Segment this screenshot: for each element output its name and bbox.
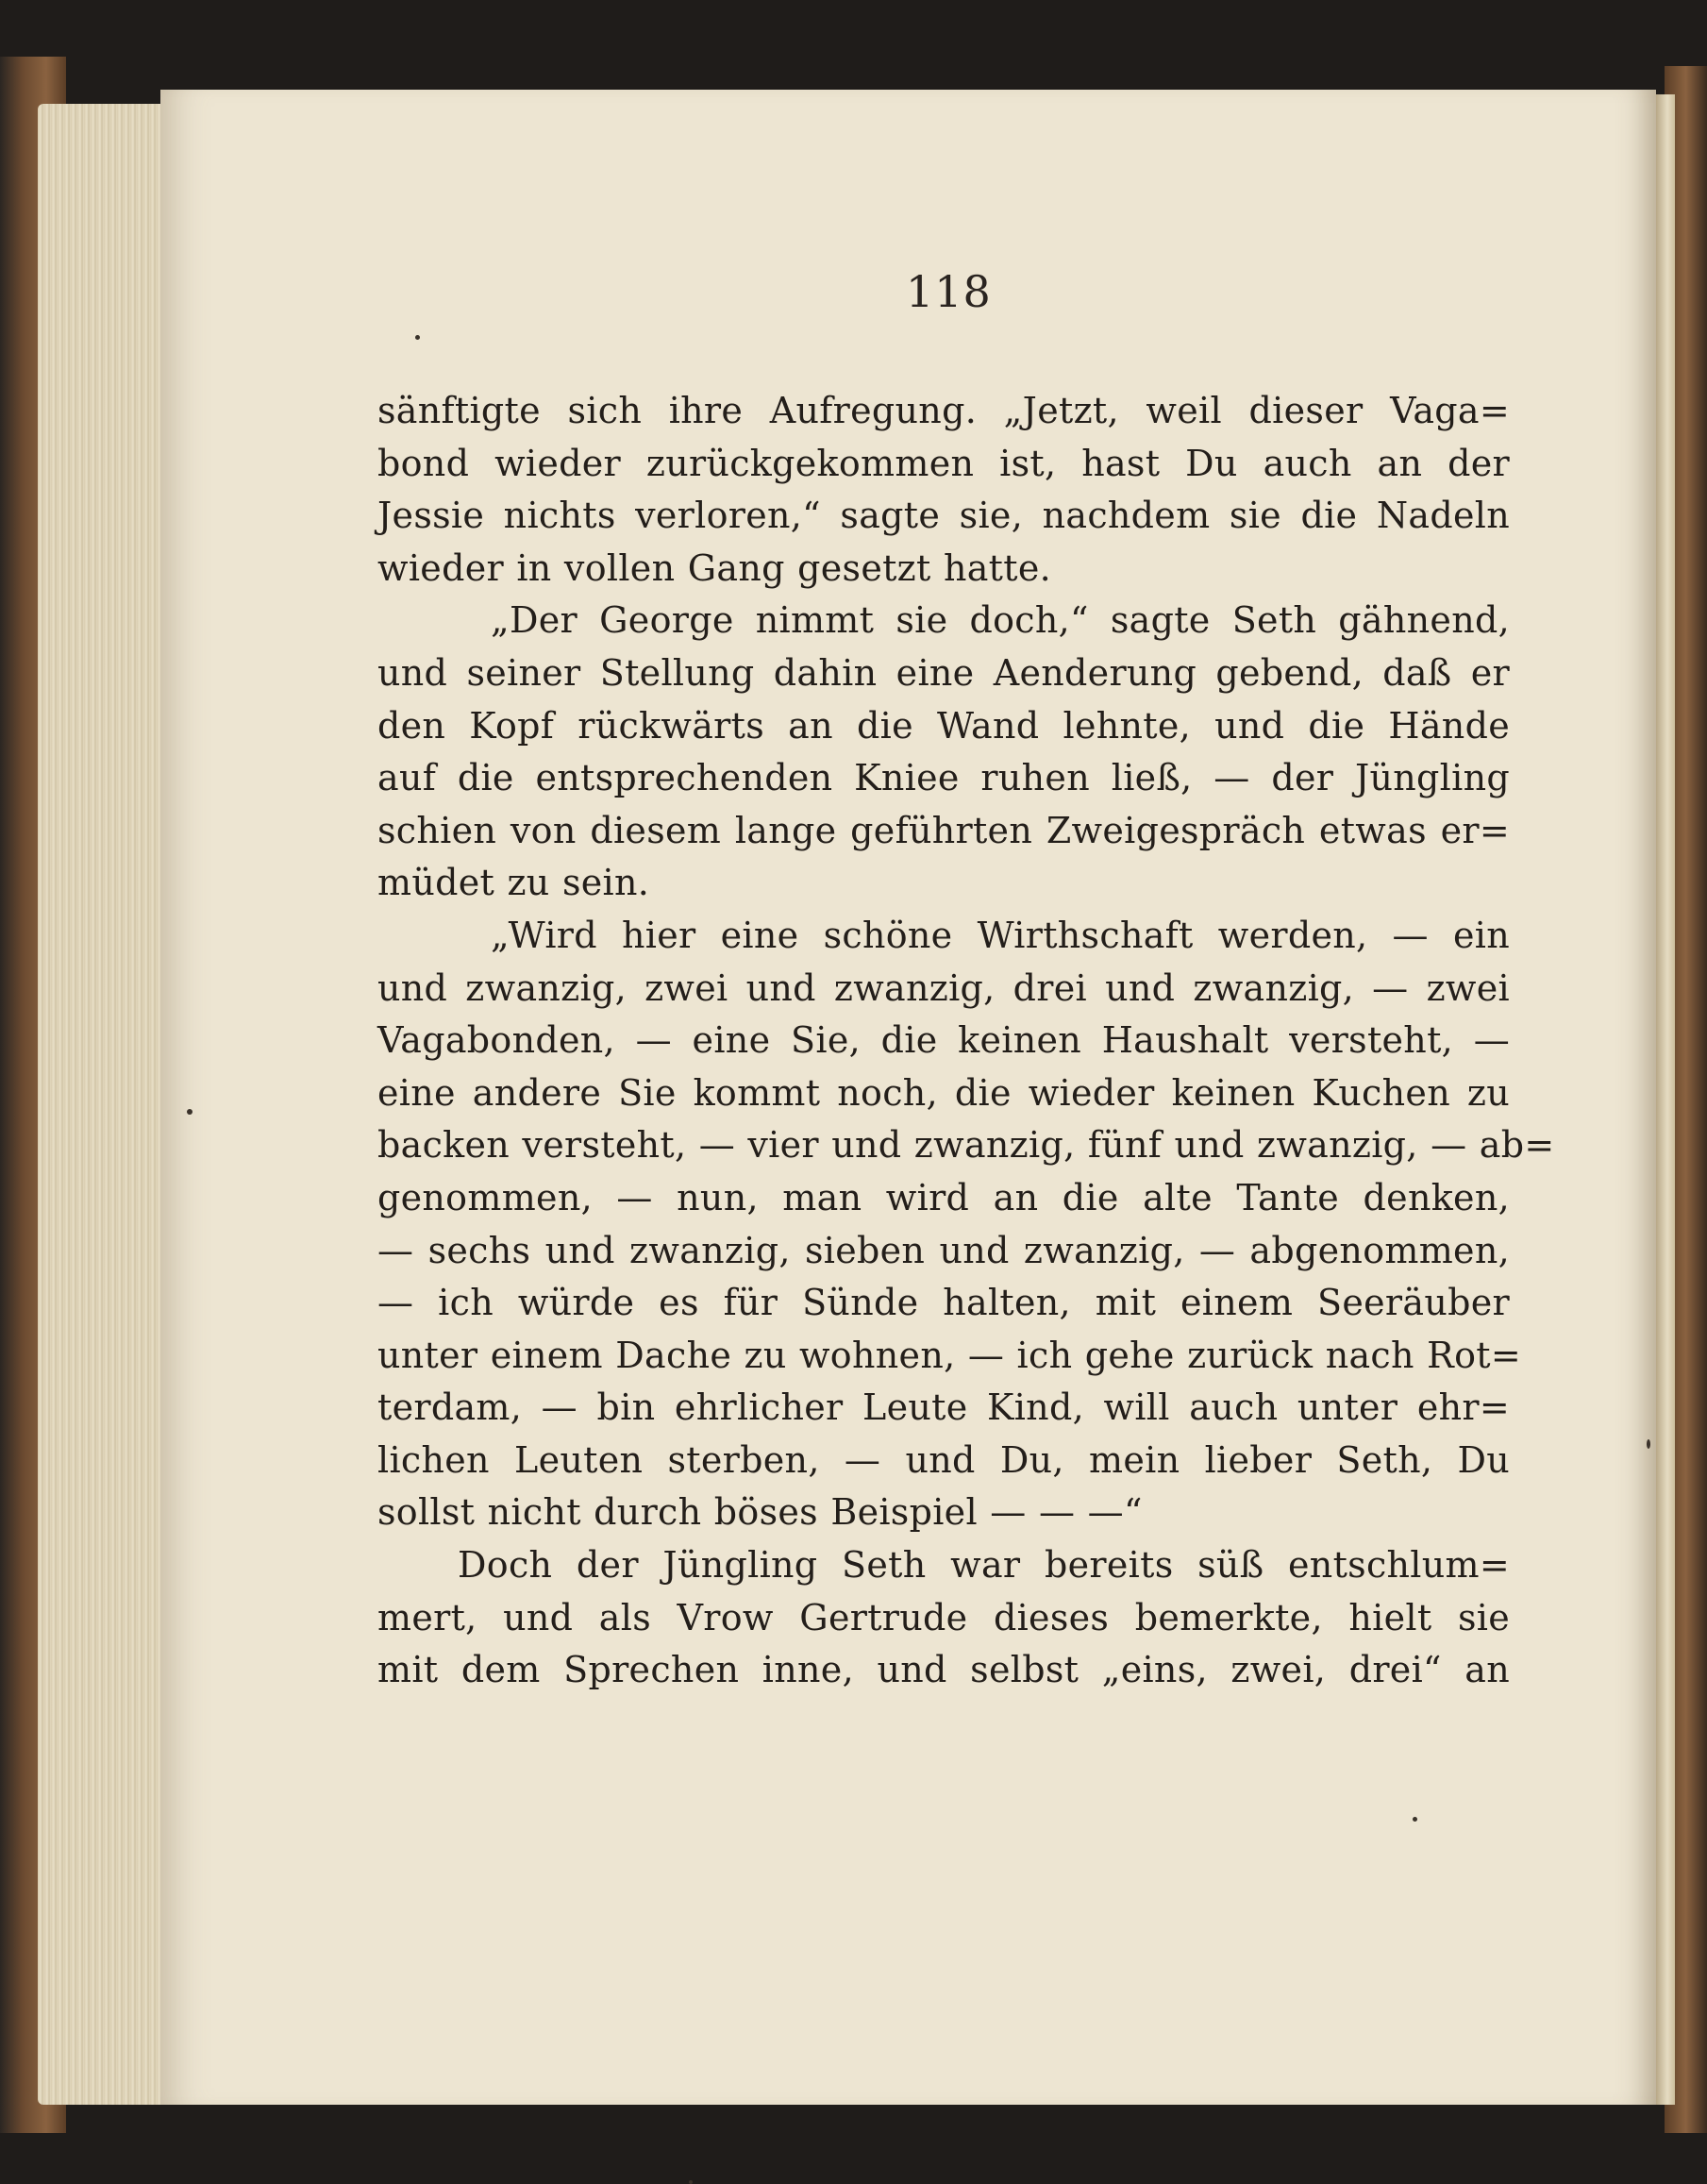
- paper-speck: [187, 1109, 192, 1115]
- page-number: 118: [906, 266, 992, 317]
- text-line: bond wieder zurückgekommen ist, hast Du auch an der: [377, 442, 1510, 484]
- text-line: und zwanzig, zwei und zwanzig, drei und zwanzig, — zwei: [377, 966, 1510, 1009]
- text-line: und seiner Stellung dahin eine Aenderung gebend, daß er: [377, 651, 1510, 694]
- text-line: — sechs und zwanzig, sieben und zwanzig, — abgenommen,: [377, 1229, 1510, 1271]
- paper-speck: [1647, 1439, 1650, 1449]
- facing-page-edge: [1656, 94, 1675, 2105]
- text-line: „Wird hier eine schöne Wirthschaft werden, — ein: [491, 914, 1510, 956]
- text-line: eine andere Sie kommt noch, die wieder keinen Kuchen zu: [377, 1071, 1510, 1114]
- text-line: backen versteht, — vier und zwanzig, fünf und zwanzig, — ab=: [377, 1124, 1555, 1167]
- text-line: den Kopf rückwärts an die Wand lehnte, und die Hände: [377, 704, 1510, 747]
- paper-speck: [689, 2180, 693, 2184]
- text-line: terdam, — bin ehrlicher Leute Kind, will auch unter ehr=: [377, 1386, 1510, 1429]
- text-line: wieder in vollen Gang gesetzt hatte.: [377, 546, 1051, 589]
- paper-speck: [415, 335, 420, 340]
- text-line: sänftigte sich ihre Aufregung. „Jetzt, weil dieser Vaga=: [377, 390, 1510, 431]
- text-line: sollst nicht durch böses Beispiel — — —“: [377, 1491, 1143, 1534]
- text-line: Doch der Jüngling Seth war bereits süß entschlum=: [458, 1544, 1510, 1587]
- text-line: — ich würde es für Sünde halten, mit einem Seeräuber: [377, 1282, 1510, 1324]
- text-line: Jessie nichts verloren,“ sagte sie, nachdem sie die Nadeln: [377, 495, 1510, 537]
- text-line: mit dem Sprechen inne, und selbst „eins, zwei, drei“ an: [377, 1649, 1510, 1691]
- text-line: unter einem Dache zu wohnen, — ich gehe zurück nach Rot=: [377, 1334, 1521, 1376]
- paper-speck: [1413, 1817, 1417, 1822]
- text-line: auf die entsprechenden Kniee ruhen ließ, — der Jüngling: [377, 757, 1510, 799]
- text-line: mert, und als Vrow Gertrude dieses bemerkte, hielt sie: [377, 1596, 1510, 1638]
- text-line: müdet zu sein.: [377, 862, 650, 904]
- text-line: Vagabonden, — eine Sie, die keinen Haushalt versteht, —: [377, 1019, 1510, 1062]
- text-line: „Der George nimmt sie doch,“ sagte Seth gähnend,: [491, 599, 1510, 642]
- text-line: lichen Leuten sterben, — und Du, mein lieber Seth, Du: [377, 1438, 1510, 1481]
- page-edges: [38, 104, 179, 2105]
- text-line: schien von diesem lange geführten Zweigespräch etwas er=: [377, 809, 1510, 851]
- page-text: [377, 385, 1555, 1697]
- text-line: genommen, — nun, man wird an die alte Tante denken,: [377, 1176, 1510, 1218]
